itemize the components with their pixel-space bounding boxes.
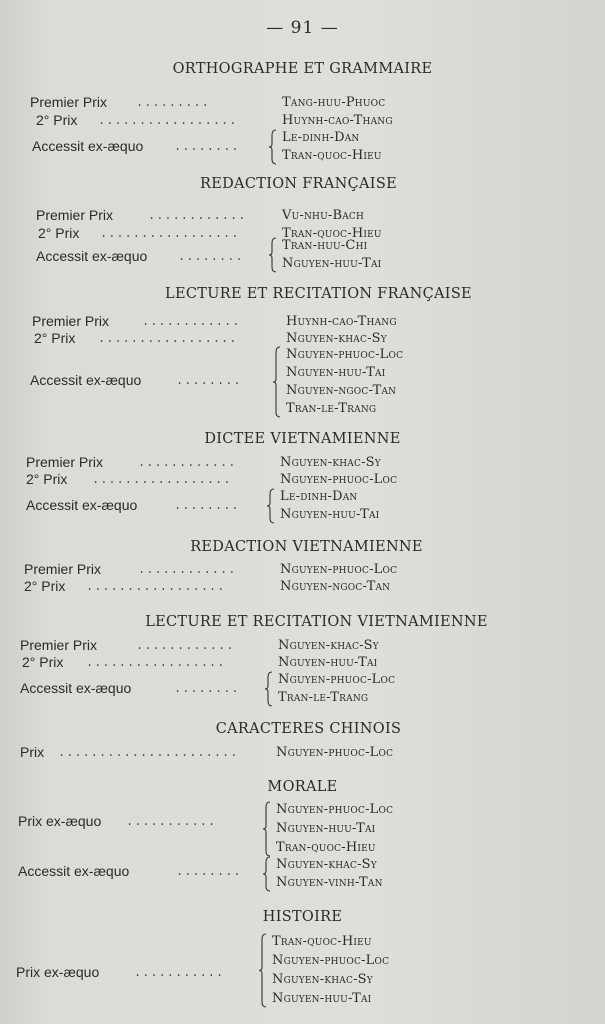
winner-name: Le-dinh-Dan bbox=[282, 130, 360, 145]
page-number: — 91 — bbox=[266, 18, 339, 38]
prize-label: 2° Prix bbox=[38, 225, 80, 241]
prize-label: 2° Prix bbox=[26, 471, 68, 487]
winner-name: Nguyen-khac-Sy bbox=[272, 972, 373, 987]
winner-name: Nguyen-huu-Tai bbox=[276, 821, 376, 836]
leader-dots: ............ bbox=[138, 456, 237, 470]
winner-name: Nguyen-phuoc-Loc bbox=[280, 562, 398, 577]
prize-label: Premier Prix bbox=[36, 207, 114, 223]
prize-label: Accessit ex-æquo bbox=[30, 372, 142, 388]
leader-dots: ........ bbox=[174, 682, 240, 696]
leader-dots: ........ bbox=[178, 250, 244, 264]
prize-label: Accessit ex-æquo bbox=[32, 138, 144, 154]
winner-name: Nguyen-vinh-Tan bbox=[276, 875, 383, 890]
section-title: MORALE bbox=[267, 779, 338, 795]
leader-dots: ...................... bbox=[58, 746, 239, 760]
prize-label: 2° Prix bbox=[22, 654, 64, 670]
leader-dots: ........... bbox=[134, 966, 225, 980]
winner-name: Huynh-cao-Thang bbox=[286, 314, 397, 329]
prize-label: 2° Prix bbox=[36, 112, 78, 128]
winner-name: Nguyen-phuoc-Loc bbox=[278, 672, 396, 687]
winner-name: Nguyen-khac-Sy bbox=[286, 331, 387, 346]
prize-label: Premier Prix bbox=[26, 454, 104, 470]
winner-name: Tang-huu-Phuoc bbox=[282, 95, 386, 110]
winner-name: Nguyen-khac-Sy bbox=[278, 638, 379, 653]
winner-name: Nguyen-phuoc-Loc bbox=[276, 802, 394, 817]
winner-name: Tran-huu-Chi bbox=[282, 238, 368, 253]
group-brace-icon bbox=[264, 671, 274, 707]
leader-dots: ........ bbox=[174, 499, 240, 513]
leader-dots: ................. bbox=[100, 227, 240, 241]
winner-name: Nguyen-huu-Tai bbox=[280, 507, 380, 522]
section-title: ORTHOGRAPHE ET GRAMMAIRE bbox=[172, 61, 433, 77]
section-title: DICTEE VIETNAMIENNE bbox=[204, 431, 401, 447]
winner-name: Nguyen-phuoc-Loc bbox=[276, 745, 394, 760]
prize-label: 2° Prix bbox=[34, 330, 76, 346]
winner-name: Nguyen-khac-Sy bbox=[280, 455, 381, 470]
group-brace-icon bbox=[262, 801, 272, 857]
group-brace-icon bbox=[266, 488, 276, 524]
winner-name: Vu-nhu-Bach bbox=[282, 208, 365, 223]
leader-dots: ................. bbox=[92, 473, 232, 487]
prize-label: Accessit ex-æquo bbox=[26, 497, 138, 513]
winner-name: Nguyen-huu-Tai bbox=[286, 365, 386, 380]
prize-label: Premier Prix bbox=[20, 637, 98, 653]
prize-label: Prix ex-æquo bbox=[16, 964, 100, 980]
prize-label: 2° Prix bbox=[24, 578, 66, 594]
leader-dots: ........ bbox=[174, 140, 240, 154]
prize-label: Accessit ex-æquo bbox=[18, 863, 130, 879]
leader-dots: ................. bbox=[86, 580, 226, 594]
winner-name: Tran-quoc-Hieu bbox=[282, 226, 382, 241]
winner-name: Nguyen-ngoc-Tan bbox=[286, 383, 397, 398]
leader-dots: ............ bbox=[136, 639, 235, 653]
winner-name: Tran-le-Trang bbox=[278, 690, 369, 705]
section-title: LECTURE ET RECITATION FRANÇAISE bbox=[165, 286, 472, 302]
winner-name: Nguyen-khac-Sy bbox=[276, 857, 377, 872]
winner-name: Tran-quoc-Hieu bbox=[272, 934, 372, 949]
section-title: LECTURE ET RECITATION VIETNAMIENNE bbox=[145, 614, 488, 630]
leader-dots: ............ bbox=[148, 209, 247, 223]
winner-name: Le-dinh-Dan bbox=[280, 489, 358, 504]
leader-dots: ............ bbox=[138, 563, 237, 577]
leader-dots: ................. bbox=[98, 332, 238, 346]
winner-name: Nguyen-phuoc-Loc bbox=[272, 953, 390, 968]
prize-label: Prix bbox=[20, 744, 45, 760]
winner-name: Tran-quoc-Hieu bbox=[276, 840, 376, 855]
winner-name: Tran-le-Trang bbox=[286, 401, 377, 416]
leader-dots: ............ bbox=[142, 315, 241, 329]
winner-name: Nguyen-huu-Tai bbox=[278, 655, 378, 670]
winner-name: Nguyen-huu-Tai bbox=[272, 991, 372, 1006]
group-brace-icon bbox=[268, 129, 278, 165]
winner-name: Nguyen-phuoc-Loc bbox=[280, 472, 398, 487]
leader-dots: ......... bbox=[136, 96, 210, 110]
leader-dots: ................. bbox=[86, 656, 226, 670]
leader-dots: ........ bbox=[176, 865, 242, 879]
prize-label: Accessit ex-æquo bbox=[36, 248, 148, 264]
winner-name: Nguyen-ngoc-Tan bbox=[280, 579, 391, 594]
leader-dots: ........... bbox=[126, 815, 217, 829]
prize-label: Accessit ex-æquo bbox=[20, 680, 132, 696]
winner-name: Nguyen-huu-Tai bbox=[282, 256, 382, 271]
prize-label: Prix ex-æquo bbox=[18, 813, 102, 829]
winner-name: Tran-quoc-Hieu bbox=[282, 148, 382, 163]
winner-name: Huynh-cao-Thang bbox=[282, 113, 393, 128]
section-title: REDACTION VIETNAMIENNE bbox=[190, 539, 423, 555]
leader-dots: ........ bbox=[176, 374, 242, 388]
prize-label: Premier Prix bbox=[32, 313, 110, 329]
prize-label: Premier Prix bbox=[24, 561, 102, 577]
prize-label: Premier Prix bbox=[30, 94, 108, 110]
group-brace-icon bbox=[258, 933, 268, 1008]
section-title: REDACTION FRANÇAISE bbox=[200, 176, 397, 192]
group-brace-icon bbox=[272, 346, 282, 418]
group-brace-icon bbox=[268, 237, 278, 273]
leader-dots: ................. bbox=[98, 114, 238, 128]
group-brace-icon bbox=[262, 856, 272, 892]
winner-name: Nguyen-phuoc-Loc bbox=[286, 347, 404, 362]
section-title: CARACTERES CHINOIS bbox=[215, 721, 402, 737]
section-title: HISTOIRE bbox=[262, 909, 343, 925]
